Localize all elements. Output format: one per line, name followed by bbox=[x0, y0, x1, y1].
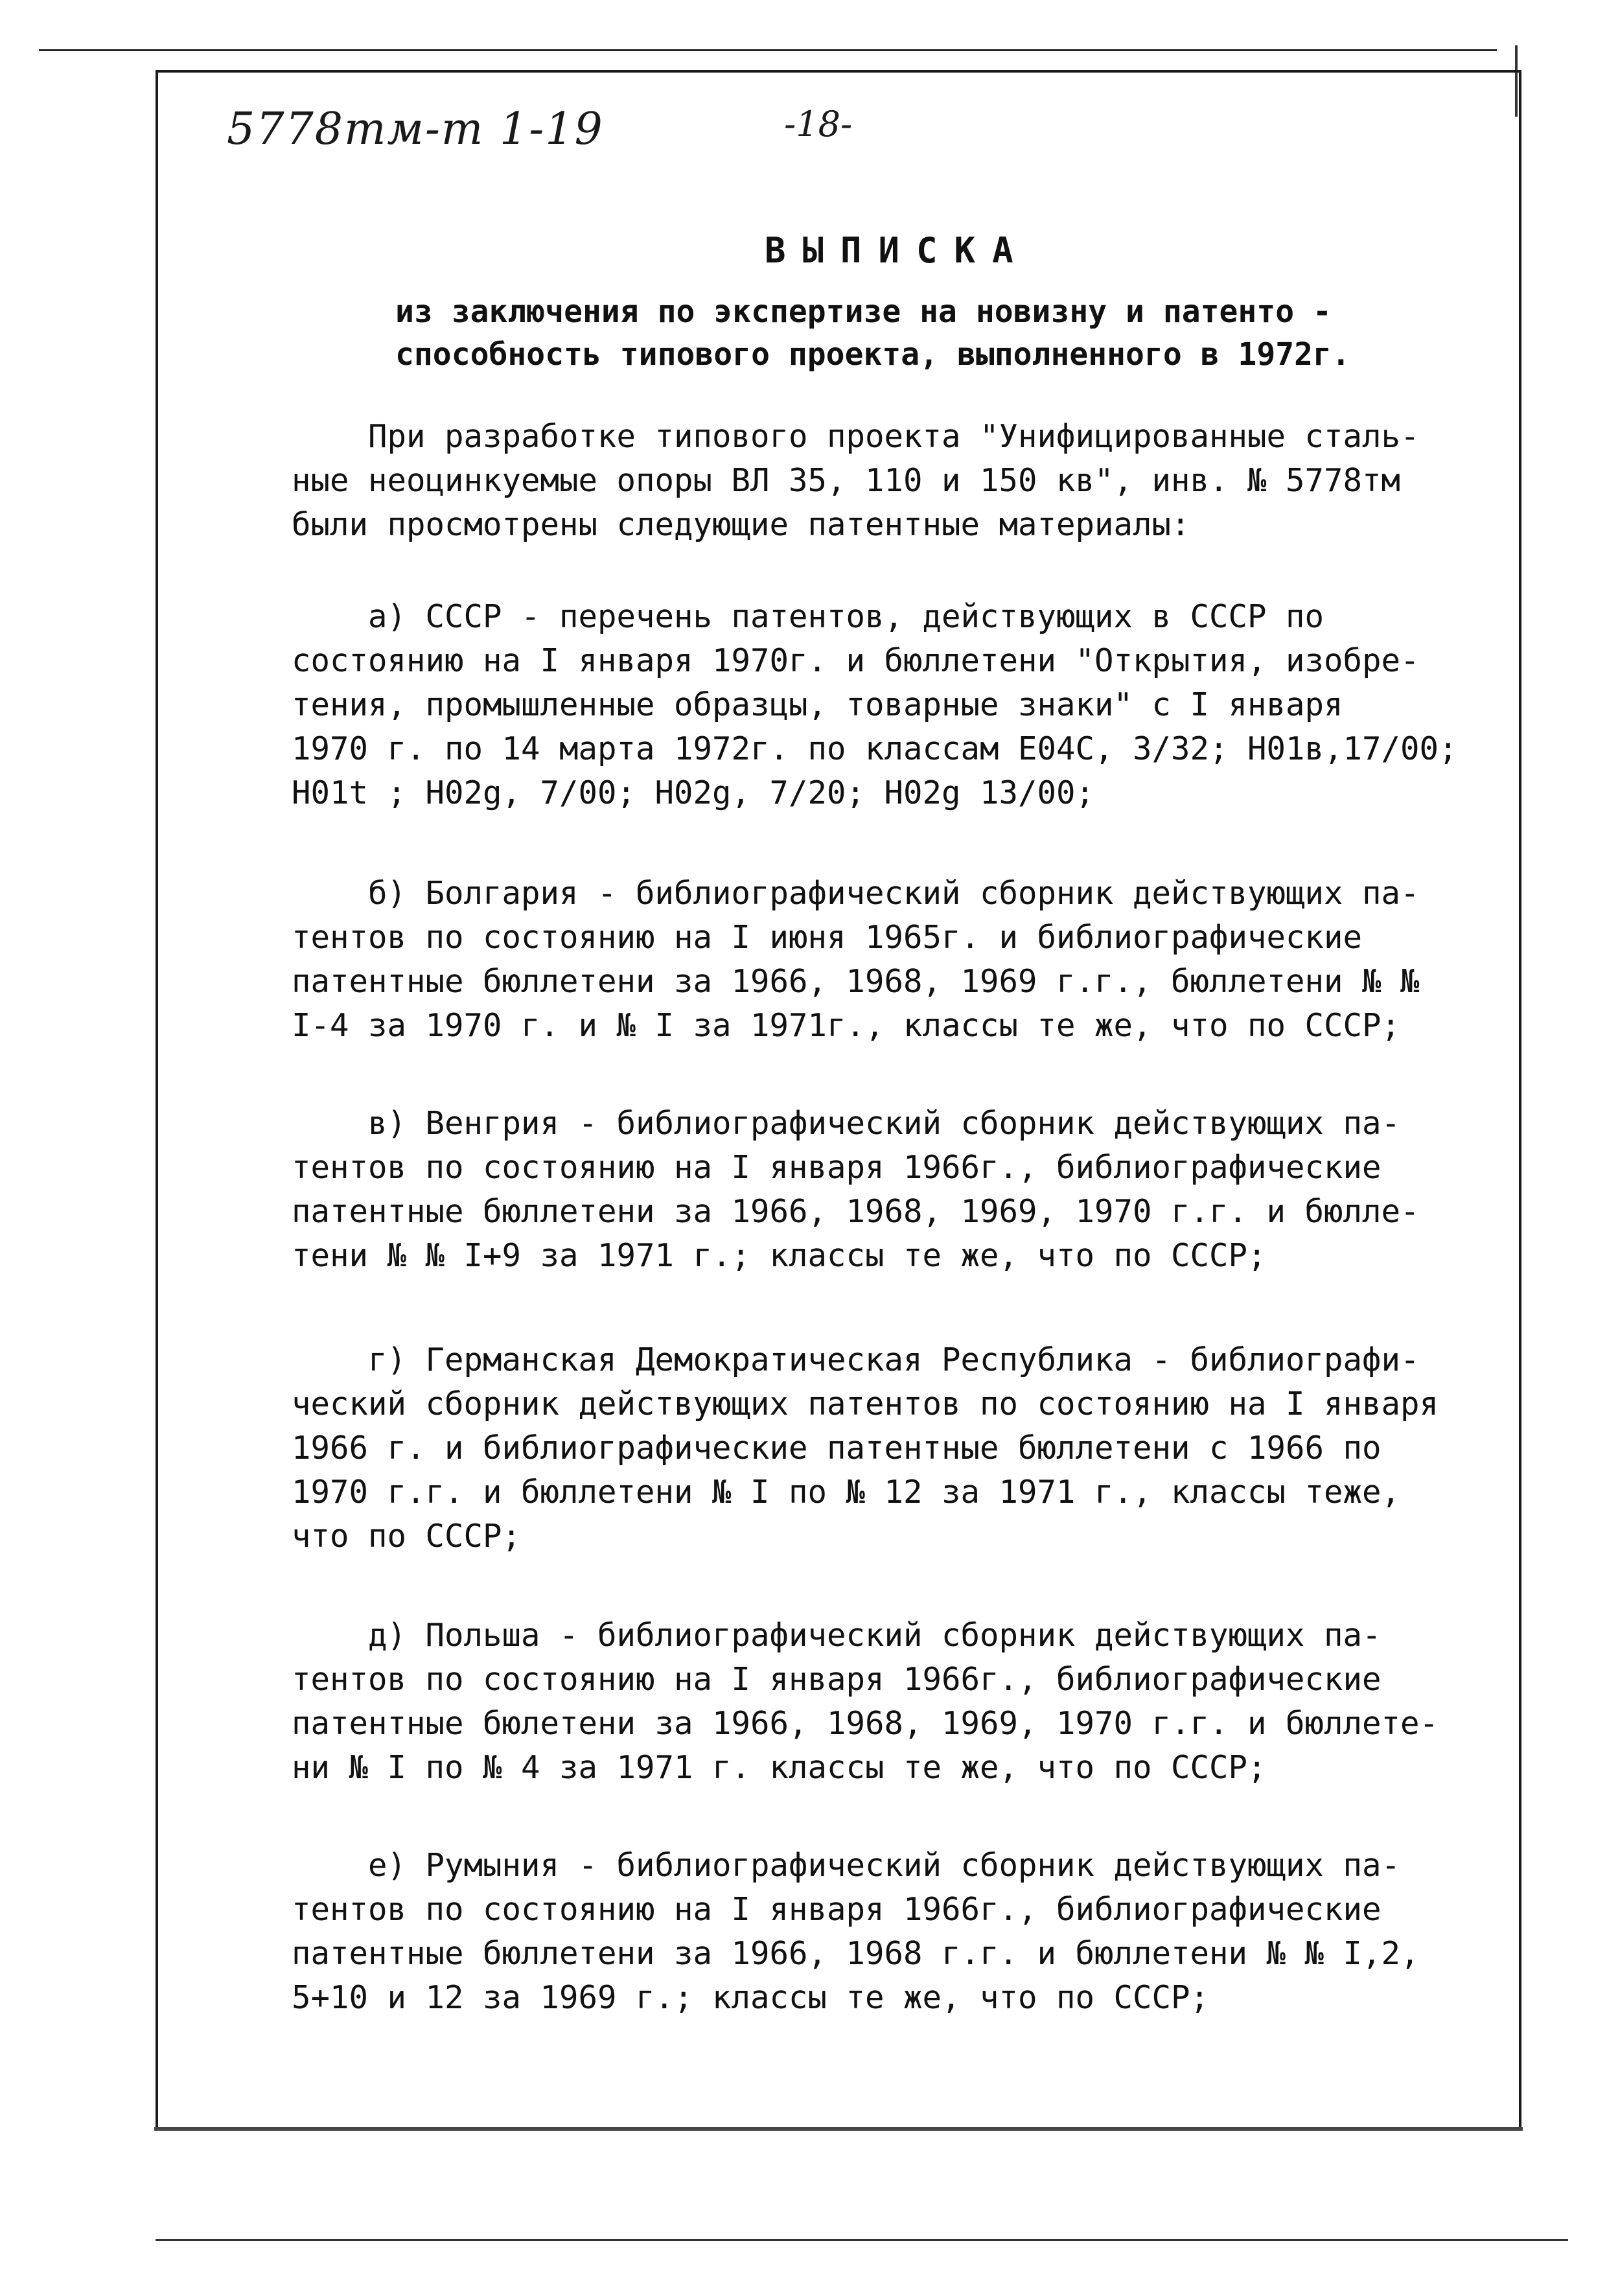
paragraph-e-romania: е) Румыния - библиографический сборник действующих па- тентов по состоянию на I января 1966г., библиографические патентные бюллетени за 1966, 1968 г.г. и бюллетени № № I,2, 5+10 и 12 за 1969 г.; классы те же, что по СССР; bbox=[292, 1847, 1420, 2016]
paragraph-d-poland: д) Польша - библиографический сборник действующих па- тентов по состоянию на I января 1966г., библиографические патентные бюлетени за 1966, 1968, 1969, 1970 г.г. и бюллете- ни № I по № 4 за 1971 г. классы те же, что по СССР; bbox=[292, 1617, 1439, 1786]
frame-bottom-shadow bbox=[154, 2127, 1523, 2131]
document-title: ВЫПИСКА bbox=[765, 230, 1030, 271]
paragraph-b-bulgaria: б) Болгария - библиографический сборник действующих па- тентов по состоянию на I июня 1965г. и библиографические патентные бюллетени за 1966, 1968, 1969 г.г., бюллетени № № I-4 за 1970 г. и № I за 1971г., классы те же, что по СССР; bbox=[292, 875, 1420, 1044]
paragraph-a-ussr: а) СССР - перечень патентов, действующих в СССР по состоянию на I января 1970г. и бюллетени "Открытия, изобре- тения, промышленные образцы, товарные знаки" с I января 1970 г. по 14 марта 1972г. по классам Е04С, 3/32; Н01в,17/00; Н01t ; Н02g, 7/00; Н02g, 7/20; Н02g 13/00; bbox=[292, 598, 1458, 811]
paragraph-g-gdr: г) Германская Демократическая Республика - библиографи- ческий сборник действующих патентов по состоянию на I января 1966 г. и библиографические патентные бюллетени с 1966 по 1970 г.г. и бюллетени № I по № 12 за 1971 г., классы теже, что по СССР; bbox=[292, 1341, 1439, 1555]
paragraph-v-hungary: в) Венгрия - библиографический сборник действующих па- тентов по состоянию на I января 1966г., библиографические патентные бюллетени за 1966, 1968, 1969, 1970 г.г. и бюлле- тени № № I+9 за 1971 г.; классы те же, что по СССР; bbox=[292, 1105, 1420, 1274]
page-frame bbox=[156, 70, 1521, 2131]
intro-paragraph: При разработке типового проекта "Унифицированные сталь- ные неоцинкуемые опоры ВЛ 35, 110 и 150 кв", инв. № 5778тм были просмотрены следующие патентные материалы: bbox=[292, 418, 1420, 543]
page-number: -18- bbox=[784, 104, 853, 145]
bottom-border-line bbox=[156, 2239, 1568, 2241]
top-border-line bbox=[39, 49, 1497, 51]
handwritten-document-code: 5778тм-т 1-19 bbox=[227, 104, 604, 155]
document-subtitle: из заключения по экспертизе на новизну и патенто - способность типового проекта, выполненного в 1972г. bbox=[395, 294, 1350, 373]
